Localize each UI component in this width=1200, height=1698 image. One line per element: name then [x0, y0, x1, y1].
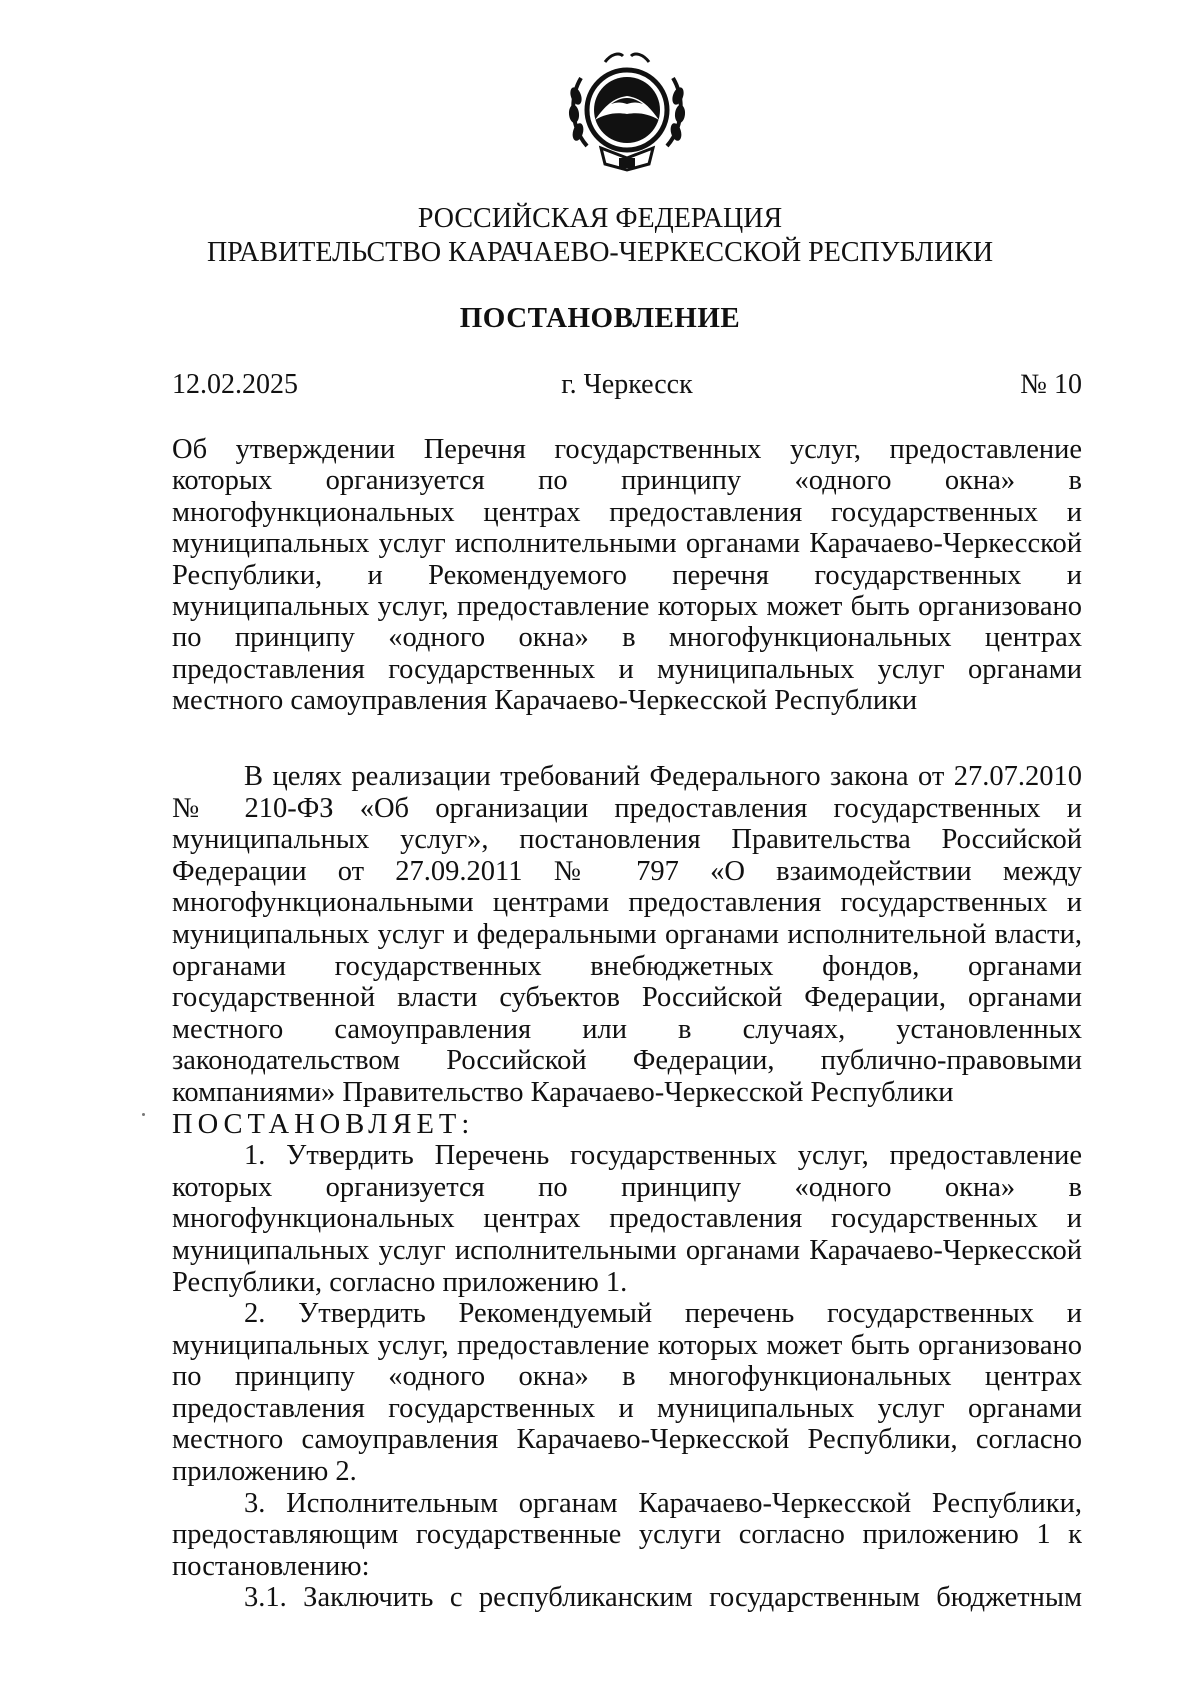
document-number: № 10 — [1020, 369, 1082, 400]
item-1-paragraph: 1. Утвердить Перечень государственных услуг, предоставление которых организуется по принципу «одного окна» в многофункциональных центрах предоставления государственных и муниципальных услуг исполнительными органами Карачаево-Черкесской Республики, согласно приложению 1. — [172, 1140, 1082, 1298]
document-type-title: ПОСТАНОВЛЕНИЕ — [459, 302, 741, 334]
item-3-1-paragraph: 3.1. Заключить с республиканским государственным бюджетным — [244, 1582, 1082, 1614]
document-date: 12.02.2025 — [172, 369, 298, 400]
document-meta-row — [172, 368, 1082, 402]
document-body — [172, 761, 1082, 1614]
document-city: г. Черкесск — [561, 369, 693, 400]
item-2-paragraph: 2. Утвердить Рекомендуемый перечень государственных и муниципальных услуг, предоставление которых может быть организовано по принципу «одного окна» в многофункциональных центрах предоставления государственных и муниципальных услуг органами местного самоуправления Карачаево-Черкесской Республики, согласно приложению 2. — [172, 1298, 1082, 1488]
coat-of-arms-emblem — [565, 48, 689, 180]
resolves-heading: ПОСТАНОВЛЯЕТ: — [172, 1108, 475, 1140]
scan-artifact-dot — [142, 1113, 145, 1116]
preamble-paragraph: В целях реализации требований Федерального закона от 27.07.2010 № 210-ФЗ «Об организации предоставления государственных и муниципальных услуг», постановления Правительства Российской Федерации от 27.09.2011 № 797 «О взаимодействии между многофункциональными центрами предоставления государственных и муниципальных услуг и федеральными органами исполнительной власти, органами государственных внебюджетных фондов, органами государственной власти субъектов Российской Федерации, органами местного самоуправления или в случаях, установленных законодательством Российской Федерации, публично-правовыми компаниями» Правительство Карачаево-Черкесской Республики — [172, 761, 1082, 1108]
document-subject: Об утверждении Перечня государственных услуг, предоставление которых организуется по принципу «одного окна» в многофункциональных центрах предоставления государственных и муниципальных услуг исполнительными органами Карачаево-Черкесской Республики, и Рекомендуемого перечня государственных и муниципальных услуг, предоставление которых может быть организовано по принципу «одного окна» в многофункциональных центрах предоставления государственных и муниципальных услуг органами местного самоуправления Карачаево-Черкесской Республики — [172, 434, 1082, 717]
item-3-paragraph: 3. Исполнительным органам Карачаево-Черкесской Республики, предоставляющим государственные услуги согласно приложению 1 к постановлению: — [172, 1487, 1082, 1582]
government-heading: ПРАВИТЕЛЬСТВО КАРАЧАЕВО-ЧЕРКЕССКОЙ РЕСПУБЛИКИ — [206, 237, 994, 268]
country-heading: РОССИЙСКАЯ ФЕДЕРАЦИЯ — [417, 203, 783, 234]
